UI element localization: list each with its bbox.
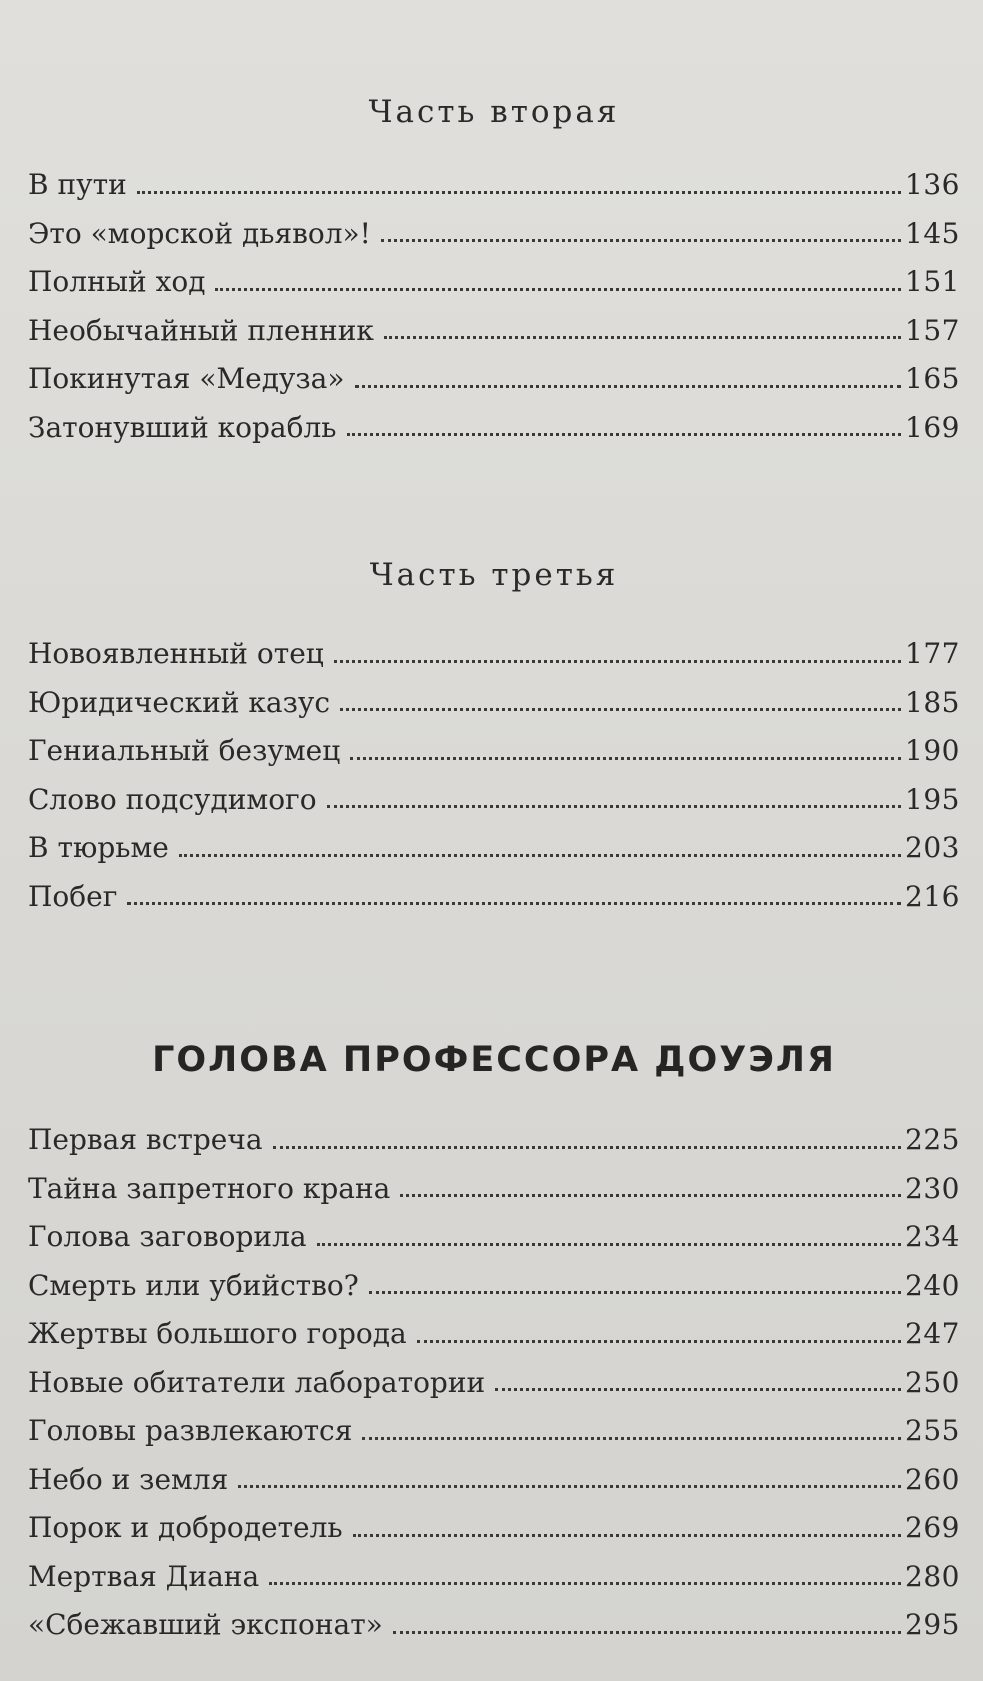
dot-leader bbox=[362, 1437, 901, 1440]
toc-entry-title: Необычайный пленник bbox=[28, 313, 374, 347]
dot-leader bbox=[417, 1340, 901, 1343]
toc-entry-page: 225 bbox=[905, 1123, 960, 1156]
toc-entry-page: 250 bbox=[905, 1365, 960, 1399]
toc-entry bbox=[28, 258, 960, 307]
toc-entry bbox=[28, 1407, 960, 1456]
toc-entry-title: Голова заговорила bbox=[28, 1220, 307, 1253]
dot-leader bbox=[355, 385, 902, 388]
dot-leader bbox=[327, 805, 901, 808]
toc-entry bbox=[28, 404, 960, 453]
book-title-heading: ГОЛОВА ПРОФЕССОРА ДОУЭЛЯ bbox=[152, 1040, 836, 1080]
toc-entry-page: 247 bbox=[905, 1317, 960, 1350]
toc-entry bbox=[28, 1310, 960, 1359]
toc-entry-title: Затонувший корабль bbox=[28, 410, 337, 444]
toc-entry-title: «Сбежавший экспонат» bbox=[28, 1608, 383, 1641]
toc-entry-title: Мертвая Диана bbox=[28, 1559, 260, 1593]
toc-entry-title: В тюрьме bbox=[28, 831, 169, 864]
toc-entry-title: В пути bbox=[28, 168, 127, 201]
toc-entry-page: 165 bbox=[905, 362, 960, 395]
toc-entry-title: Смерть или убийство? bbox=[28, 1268, 359, 1302]
dot-leader bbox=[179, 854, 901, 857]
dot-leader bbox=[347, 433, 902, 436]
toc-entry bbox=[28, 210, 960, 259]
part-three-toc bbox=[28, 630, 960, 921]
dot-leader bbox=[393, 1631, 901, 1634]
toc-entry bbox=[28, 1213, 960, 1262]
toc-entry-title: Полный ход bbox=[28, 265, 206, 298]
toc-entry-page: 234 bbox=[905, 1220, 960, 1253]
toc-entry-page: 145 bbox=[905, 216, 960, 250]
toc-entry-title: Юридический казус bbox=[28, 685, 331, 719]
toc-entry-title: Тайна запретного крана bbox=[28, 1171, 391, 1205]
toc-entry-title: Небо и земля bbox=[28, 1462, 229, 1496]
toc-entry-title: Новоявленный отец bbox=[28, 637, 324, 670]
toc-entry-title: Гениальный безумец bbox=[28, 734, 341, 767]
toc-entry bbox=[28, 776, 960, 825]
toc-entry-title: Новые обитатели лаборатории bbox=[28, 1365, 486, 1399]
toc-entry bbox=[28, 630, 960, 679]
part-two-heading: Часть вторая bbox=[368, 94, 620, 130]
dot-leader bbox=[215, 288, 901, 291]
toc-entry-title: Слово подсудимого bbox=[28, 782, 317, 816]
toc-entry bbox=[28, 727, 960, 776]
toc-entry-page: 185 bbox=[905, 685, 960, 719]
toc-entry-page: 195 bbox=[905, 782, 960, 816]
dowell-section bbox=[28, 1035, 960, 1650]
dot-leader bbox=[381, 239, 901, 242]
toc-entry bbox=[28, 1165, 960, 1214]
dot-leader bbox=[400, 1194, 901, 1197]
toc-entry bbox=[28, 1504, 960, 1553]
toc-entry bbox=[28, 1601, 960, 1650]
toc-entry bbox=[28, 161, 960, 210]
dot-leader bbox=[340, 708, 901, 711]
toc-entry-page: 177 bbox=[905, 637, 960, 670]
toc-entry-page: 295 bbox=[905, 1608, 960, 1641]
toc-entry-page: 190 bbox=[905, 734, 960, 767]
dot-leader bbox=[495, 1388, 901, 1391]
toc-entry-page: 280 bbox=[905, 1559, 960, 1593]
toc-entry-title: Головы развлекаются bbox=[28, 1414, 353, 1447]
toc-entry bbox=[28, 1456, 960, 1505]
toc-entry-page: 269 bbox=[905, 1511, 960, 1544]
toc-entry-page: 240 bbox=[905, 1268, 960, 1302]
toc-entry-page: 260 bbox=[905, 1462, 960, 1496]
toc-entry-title: Порок и добродетель bbox=[28, 1511, 343, 1544]
toc-entry-title: Жертвы большого города bbox=[28, 1317, 407, 1350]
toc-entry bbox=[28, 1553, 960, 1602]
dot-leader bbox=[384, 336, 901, 339]
toc-entry bbox=[28, 1359, 960, 1408]
toc-entry-page: 151 bbox=[905, 265, 960, 298]
toc-entry bbox=[28, 824, 960, 873]
toc-entry bbox=[28, 355, 960, 404]
toc-entry-page: 157 bbox=[905, 313, 960, 347]
dot-leader bbox=[353, 1534, 901, 1537]
toc-entry-page: 136 bbox=[905, 168, 960, 201]
toc-entry bbox=[28, 1262, 960, 1311]
dot-leader bbox=[369, 1291, 901, 1294]
toc-entry bbox=[28, 873, 960, 922]
dowell-toc bbox=[28, 1116, 960, 1650]
dot-leader bbox=[238, 1485, 901, 1488]
toc-entry-page: 255 bbox=[905, 1414, 960, 1447]
dot-leader bbox=[127, 902, 901, 905]
toc-entry bbox=[28, 1116, 960, 1165]
toc-entry-title: Это «морской дьявол»! bbox=[28, 216, 371, 250]
part-two-section bbox=[28, 88, 960, 452]
part-two-toc bbox=[28, 161, 960, 452]
part-three-section bbox=[28, 551, 960, 921]
toc-entry-page: 230 bbox=[905, 1171, 960, 1205]
dot-leader bbox=[350, 757, 901, 760]
dot-leader bbox=[269, 1582, 901, 1585]
dot-leader bbox=[334, 660, 901, 663]
part-three-heading: Часть третья bbox=[369, 557, 619, 593]
toc-entry-title: Первая встреча bbox=[28, 1123, 263, 1156]
toc-entry-title: Покинутая «Медуза» bbox=[28, 362, 345, 395]
toc-entry bbox=[28, 307, 960, 356]
toc-entry bbox=[28, 679, 960, 728]
toc-entry-title: Побег bbox=[28, 879, 118, 913]
dot-leader bbox=[273, 1146, 901, 1149]
toc-entry-page: 203 bbox=[905, 831, 960, 864]
toc-entry-page: 216 bbox=[905, 879, 960, 913]
dot-leader bbox=[317, 1243, 901, 1246]
dot-leader bbox=[137, 191, 901, 194]
toc-entry-page: 169 bbox=[905, 410, 960, 444]
